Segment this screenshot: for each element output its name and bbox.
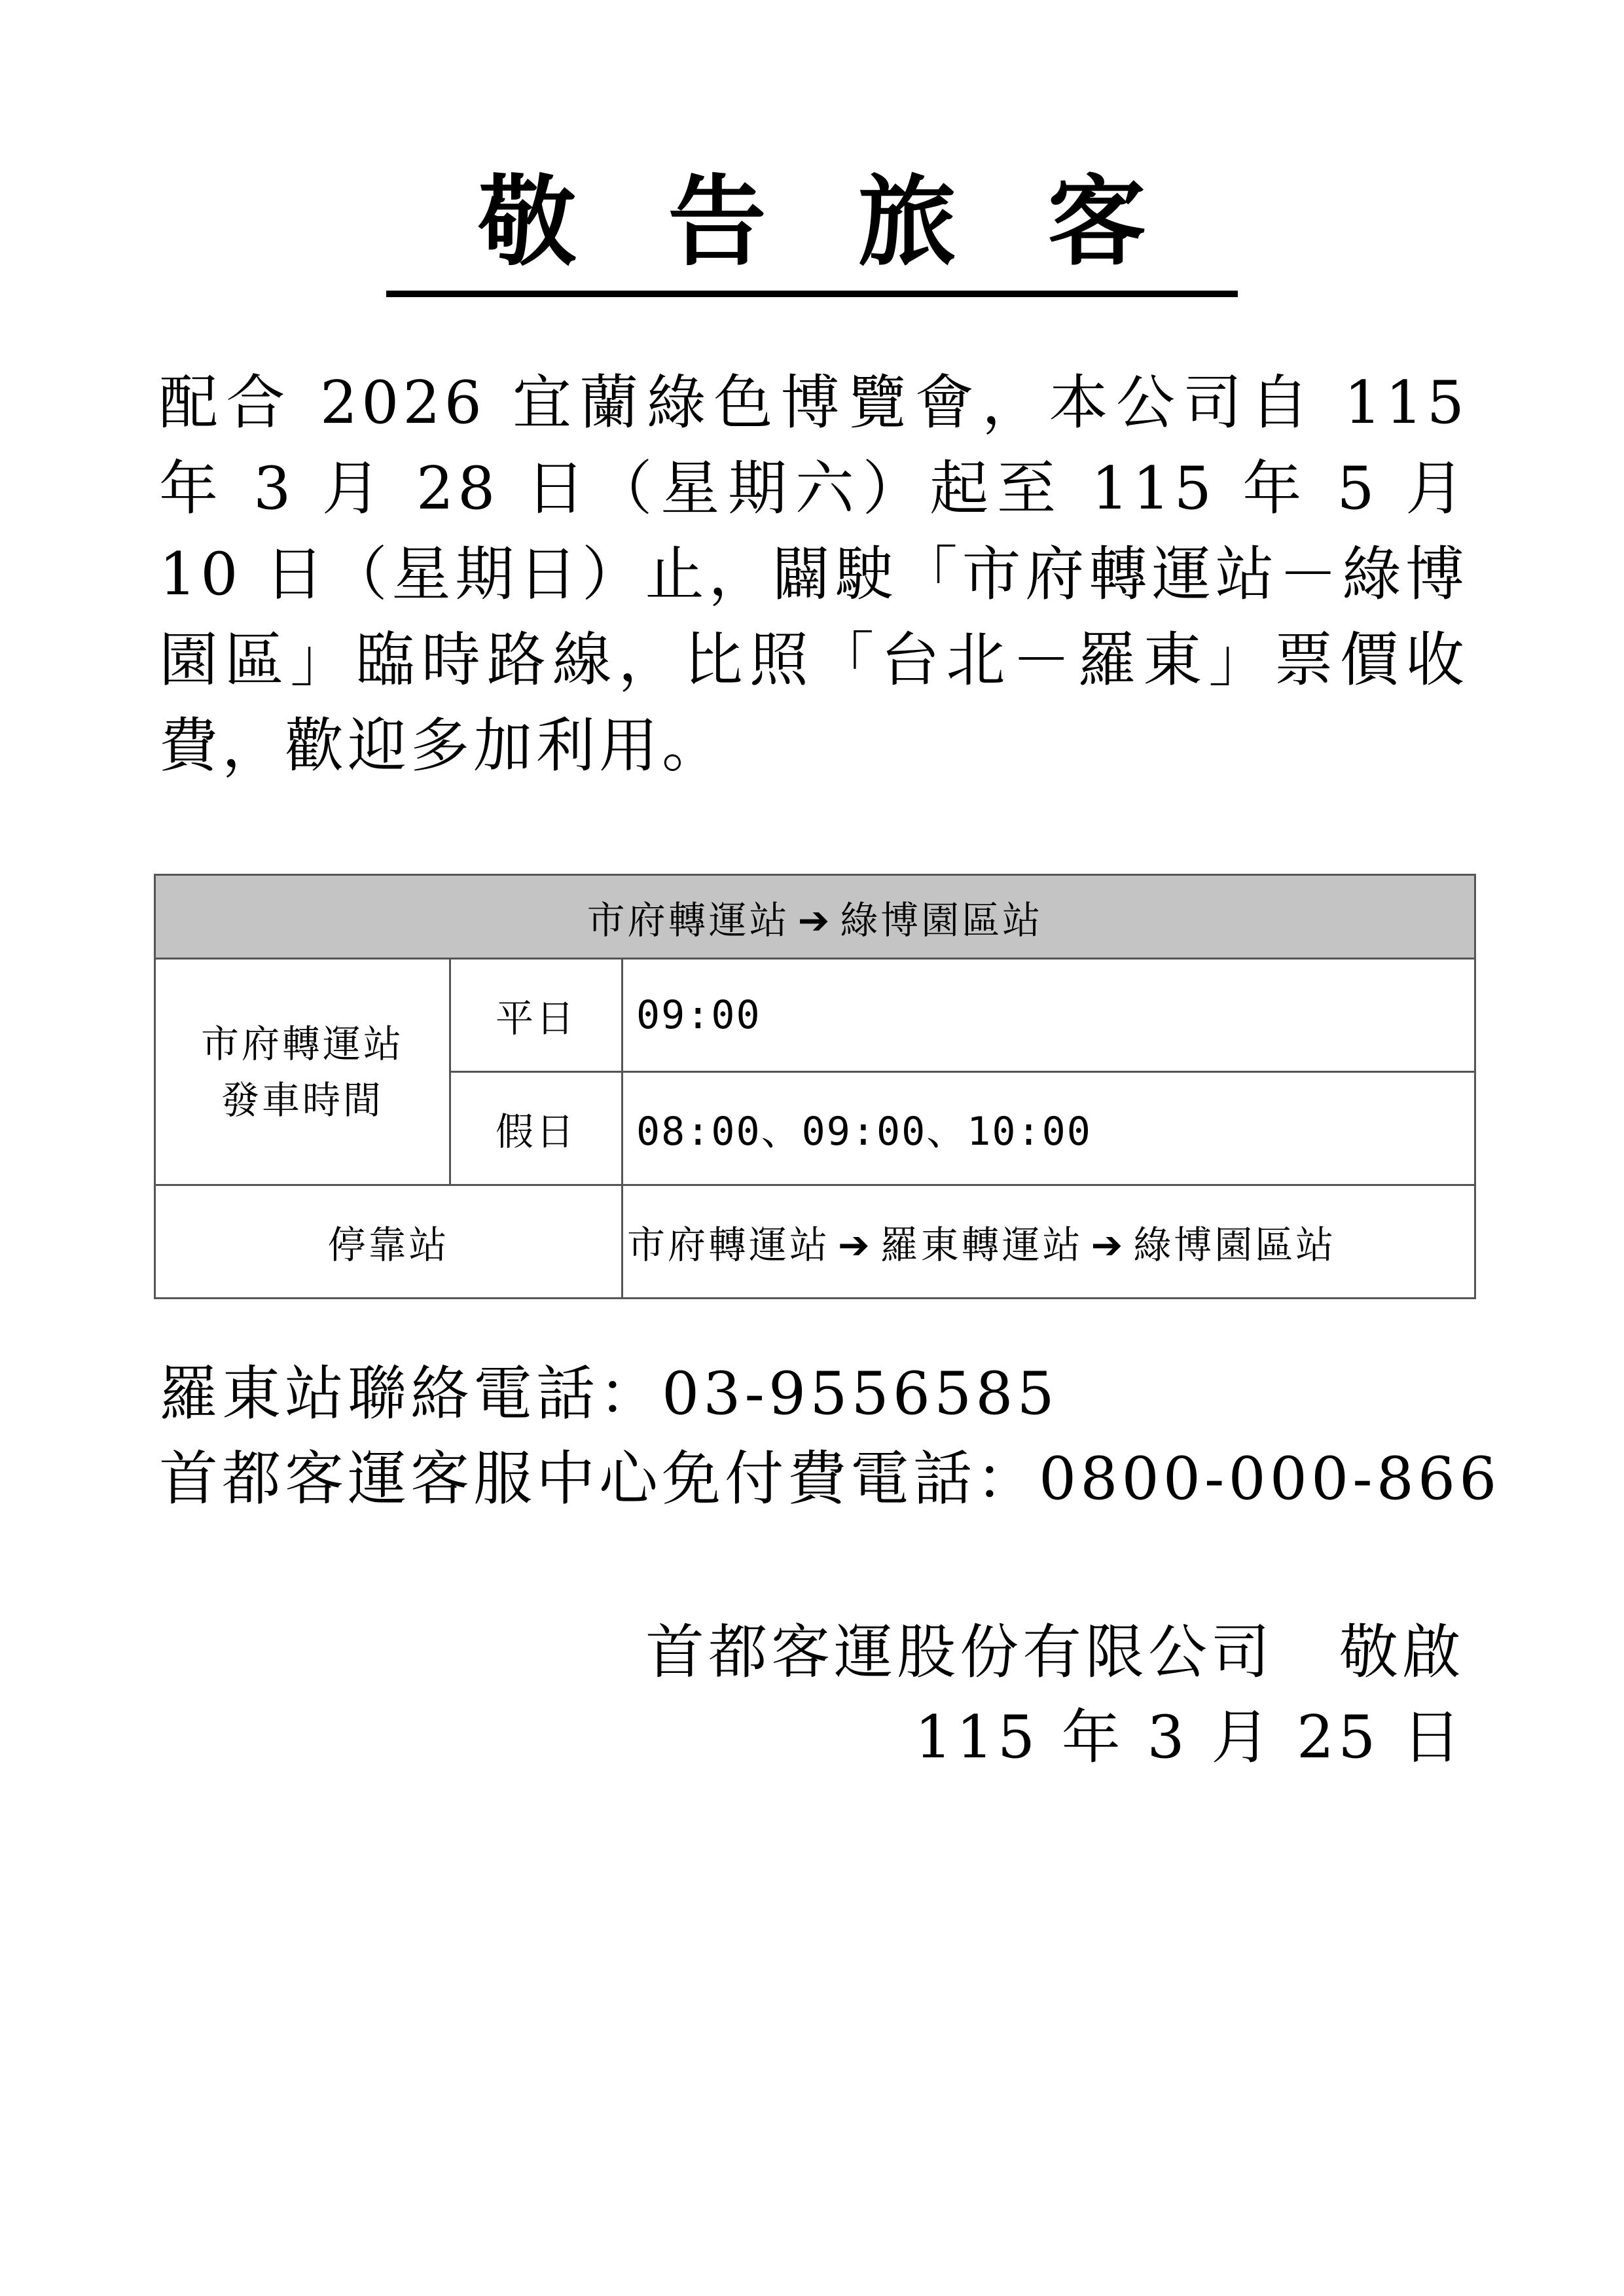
stops-row: [155, 1185, 1475, 1299]
stop-2: 羅東轉運站: [880, 1223, 1083, 1267]
stops-label: 停靠站: [155, 1185, 623, 1299]
signature-company-line: [645, 1610, 1465, 1695]
luodong-phone: 羅東站聯絡電話：03-9556585: [159, 1359, 1058, 1428]
contact-block: [159, 1352, 1500, 1522]
holiday-times: 08:00、09:00、10:00: [623, 1072, 1475, 1185]
notice-date: 115 年 3 月 25 日: [914, 1703, 1465, 1772]
schedule-table: [154, 874, 1476, 1299]
stops-list: [623, 1185, 1475, 1299]
right-arrow-icon: ➔: [797, 897, 833, 942]
signature-block: [645, 1610, 1465, 1780]
weekday-label: 平日: [450, 959, 623, 1072]
notice-title-text: 敬告旅客: [386, 157, 1237, 297]
route-from: 市府轉運站: [586, 897, 790, 942]
route-to: 綠博園區站: [840, 897, 1043, 942]
closing-word: 敬啟: [1339, 1618, 1465, 1687]
notice-body: 配合 2026 宜蘭綠色博覽會，本公司自 115 年 3 月 28 日（星期六）起至 115 年 5 月 10 日（星期日）止，闢駛「市府轉運站－綠博園區」臨時路線，比照「台北－羅東」票價收費，歡迎多加利用。: [159, 368, 1468, 780]
right-arrow-icon: ➔: [1091, 1223, 1126, 1267]
company-name: 首都客運股份有限公司: [645, 1618, 1274, 1687]
weekday-row: [155, 959, 1475, 1072]
departure-label-line2: 發車時間: [221, 1077, 384, 1122]
route-header-row: [155, 875, 1475, 959]
service-phone: 首都客運客服中心免付費電話：0800-000-866: [159, 1444, 1501, 1513]
route-header: [155, 875, 1475, 959]
right-arrow-icon: ➔: [838, 1223, 873, 1267]
weekday-times: 09:00: [623, 959, 1475, 1072]
departure-label-line1: 市府轉運站: [200, 1021, 404, 1066]
notice-title: [0, 157, 1624, 297]
holiday-label: 假日: [450, 1072, 623, 1185]
departure-time-label: [155, 959, 450, 1185]
stop-1: 市府轉運站: [627, 1223, 831, 1267]
stop-3: 綠博園區站: [1133, 1223, 1337, 1267]
